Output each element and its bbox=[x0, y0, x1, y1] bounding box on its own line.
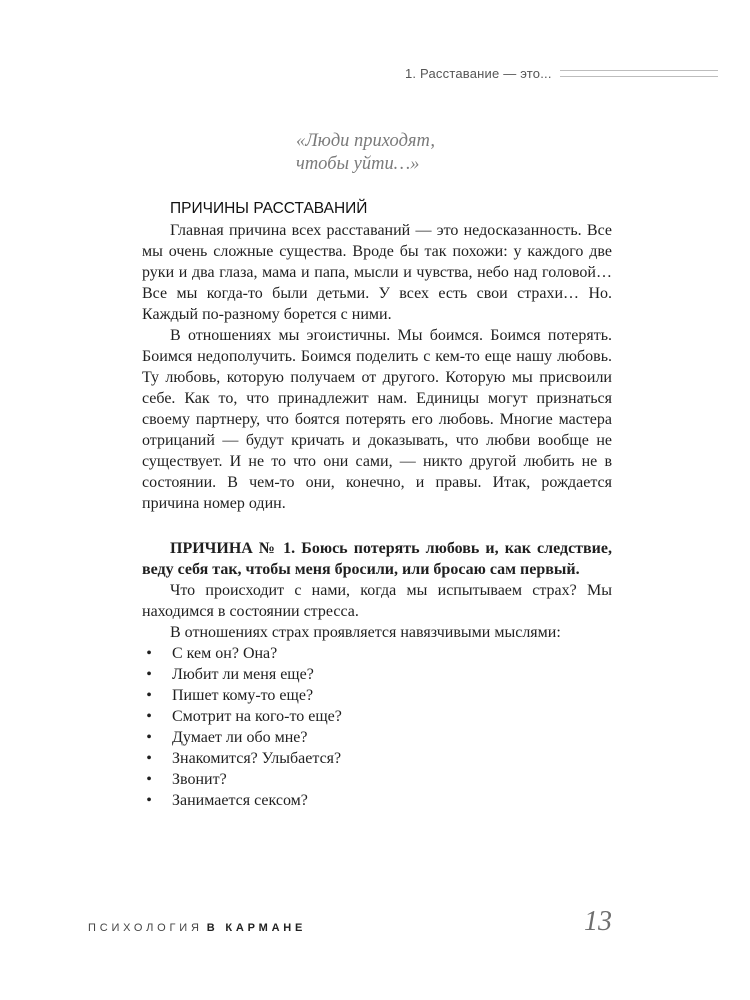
list-item bbox=[142, 643, 612, 664]
bullet-icon: • bbox=[146, 750, 152, 767]
list-item-text: С кем он? Она? bbox=[172, 645, 278, 662]
series-title bbox=[88, 922, 306, 934]
list-item bbox=[142, 706, 612, 727]
series-title-part: В КАРМАНЕ bbox=[206, 922, 307, 934]
bullet-icon: • bbox=[146, 729, 152, 746]
bullet-icon: • bbox=[146, 645, 152, 662]
list-item bbox=[142, 748, 612, 769]
list-item bbox=[142, 790, 612, 811]
page-body bbox=[142, 198, 612, 811]
section-heading: ПРИЧИНЫ РАССТАВАНИЙ bbox=[170, 200, 368, 217]
list-item-text: Любит ли меня еще? bbox=[172, 666, 314, 683]
epigraph bbox=[296, 130, 556, 176]
paragraph: Что происходит с нами, когда мы испытываем страх? Мы находимся в состоянии стресса. bbox=[142, 582, 612, 620]
bullet-icon: • bbox=[146, 708, 152, 725]
header-rule bbox=[560, 70, 718, 77]
bullet-icon: • bbox=[146, 792, 152, 809]
epigraph-line: «Люди приходят, bbox=[296, 131, 435, 151]
bullet-icon: • bbox=[146, 771, 152, 788]
chapter-title: 1. Расставание — это... bbox=[405, 65, 552, 81]
reason-heading: ПРИЧИНА № 1. Боюсь потерять любовь и, как следствие, веду себя так, чтобы меня бросили, или бросаю сам первый. bbox=[142, 540, 612, 578]
list-item-text: Думает ли обо мне? bbox=[172, 729, 308, 746]
list-item-text: Пишет кому-то еще? bbox=[172, 687, 314, 704]
list-item-text: Звонит? bbox=[172, 771, 227, 788]
list-item bbox=[142, 685, 612, 706]
page-number: 13 bbox=[584, 906, 612, 937]
series-title-part: ПСИХОЛОГИЯ bbox=[88, 922, 203, 934]
list-item bbox=[142, 727, 612, 748]
paragraph: Главная причина всех расставаний — это недосказанность. Все мы очень сложные существа. Вроде бы так похожи: у каждого две руки и два глаза, мама и папа, мысли и чувства, небо над головой… Все мы когда-то были детьми. У всех есть свои страхи… Но. Каждый по-разному борется с ними. bbox=[142, 222, 612, 323]
list-item-text: Знакомится? Улыбается? bbox=[172, 750, 342, 767]
epigraph-line: чтобы уйти…» bbox=[296, 154, 420, 174]
list-item bbox=[142, 769, 612, 790]
page-footer bbox=[88, 906, 612, 946]
list-item-text: Смотрит на кого-то еще? bbox=[172, 708, 342, 725]
list-item bbox=[142, 664, 612, 685]
paragraph: В отношениях страх проявляется навязчивыми мыслями: bbox=[170, 624, 561, 641]
list-item-text: Занимается сексом? bbox=[172, 792, 308, 809]
running-header bbox=[405, 63, 718, 83]
bullet-list bbox=[142, 643, 612, 811]
bullet-icon: • bbox=[146, 666, 152, 683]
paragraph: В отношениях мы эгоистичны. Мы боимся. Боимся потерять. Боимся недополучить. Боимся поделить с кем-то еще нашу любовь. Ту любовь, которую получаем от другого. Которую мы присвоили себе. Как то, что принадлежит нам. Единицы могут признаться своему партнеру, что боятся потерять его любовь. Многие мастера отрицаний — будут кричать и доказывать, что любви вообще не существует. И не то что они сами, — никто другой любить не в состоянии. В чем-то они, конечно, и правы. Итак, рождается причина номер один. bbox=[142, 327, 612, 512]
bullet-icon: • bbox=[146, 687, 152, 704]
